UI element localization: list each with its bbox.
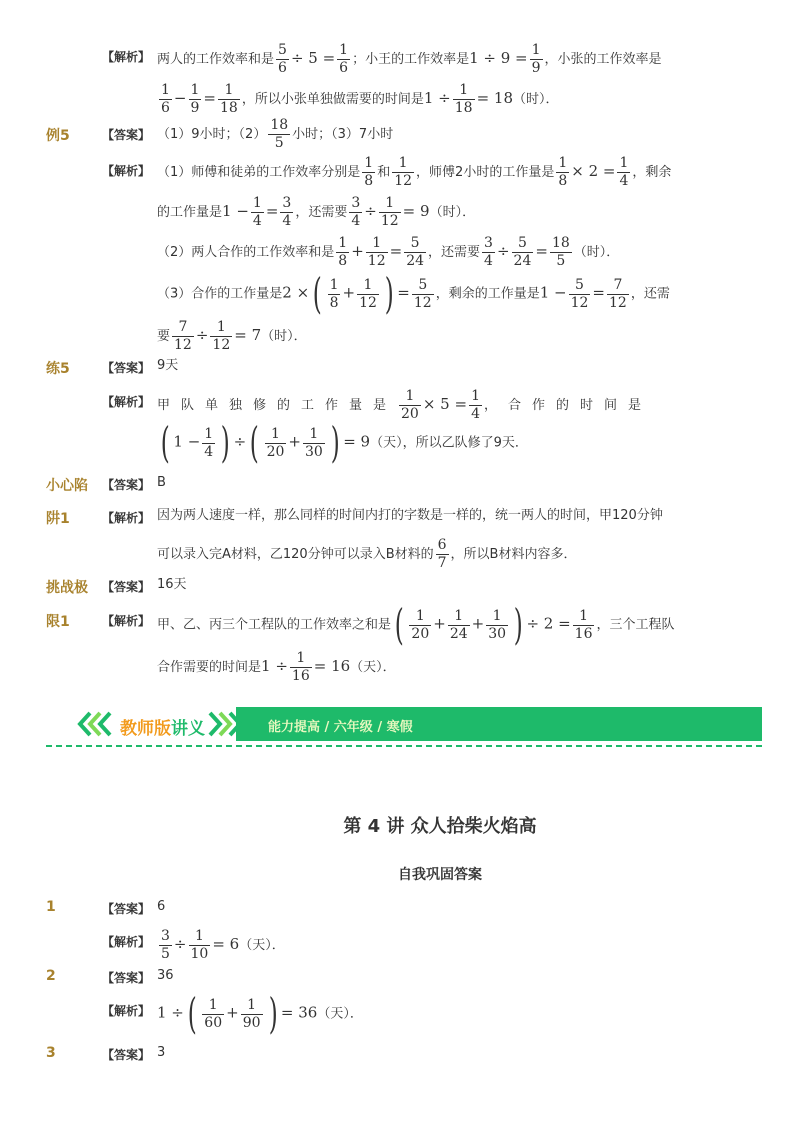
answer-label: 【答案】	[102, 1048, 151, 1062]
analysis-line: 要 $\frac{7}{12}$ ÷ $\frac{1}{12}$ = 7（时）．	[157, 319, 307, 353]
dashed-divider	[46, 745, 762, 747]
analysis-line-1: 两人的工作效率和是 $\frac{5}{6}$ ÷ 5 = $\frac{1}{6}$ ；小王的工作效率是1 ÷ 9 = $\frac{1}{9}$ ，小张的工作效率是	[157, 42, 662, 76]
answer-text: 3	[157, 1045, 166, 1060]
analysis-label: 【解析】	[102, 614, 151, 628]
answer-label: 【答案】	[102, 580, 151, 594]
analysis-label: 【解析】	[102, 935, 151, 949]
question-number: 阱1	[46, 511, 70, 527]
analysis-line: 的工作量是1 − $\frac{1}{4}$ = $\frac{3}{4}$ ，还需要 $\frac{3}{4}$ ÷ $\frac{1}{12}$ = 9（时）．	[157, 195, 476, 229]
analysis-line: 1 ÷( $\frac{1}{60}$ + $\frac{1}{90}$ ) = 36（天）．	[157, 989, 363, 1038]
section-banner	[46, 707, 762, 741]
answer-label: 【答案】	[102, 902, 151, 916]
chevrons-left-icon	[76, 711, 116, 737]
analysis-label: 【解析】	[102, 50, 151, 64]
question-number: 1	[46, 899, 56, 915]
analysis-label: 【解析】	[102, 164, 151, 178]
answer-text: 9天	[157, 358, 179, 373]
answer-label: 【答案】	[102, 361, 151, 375]
analysis-line: 可以录入完A材料，乙120分钟可以录入B材料的 $\frac{6}{7}$ ，所以B材料内容多．	[157, 537, 577, 571]
question-number: 小心陷	[46, 478, 88, 494]
answer-text: 6	[157, 899, 166, 914]
chevrons-right-icon	[206, 711, 242, 737]
analysis-line: （3）合作的工作量是2 ×( $\frac{1}{8}$ + $\frac{1}{12}$ ) = $\frac{5}{12}$ ，剩余的工作量是1 − $\frac{5}{12}$ = $\frac{7}{12}$ ，还需	[157, 269, 670, 318]
analysis-line: ( 1 − $\frac{1}{4}$ ) ÷( $\frac{1}{20}$ + $\frac{1}{30}$ ) = 9（天），所以乙队修了9天．	[160, 418, 528, 467]
analysis-line: $\frac{3}{5}$ ÷ $\frac{1}{10}$ = 6（天）．	[161, 928, 285, 962]
brand-text-a: 教师版	[120, 719, 171, 739]
question-number: 限1	[46, 614, 70, 630]
section-title: 自我巩固答案	[398, 867, 482, 883]
analysis-line: （2）两人合作的工作效率和是 $\frac{1}{8}$ + $\frac{1}{12}$ = $\frac{5}{24}$ ，还需要 $\frac{3}{4}$ ÷ $\frac{5}{24}$ = $\frac{18}{5}$ （时）．	[157, 235, 620, 269]
question-number: 练5	[46, 361, 70, 377]
analysis-label: 【解析】	[102, 1004, 151, 1018]
answer-text: 16天	[157, 577, 187, 592]
lecture-title: 第 4 讲 众人拾柴火焰高	[343, 816, 537, 837]
question-number: 挑战极	[46, 580, 88, 596]
analysis-label: 【解析】	[102, 395, 151, 409]
answer-text: 36	[157, 968, 174, 983]
brand-text-b: 讲义	[171, 719, 205, 739]
analysis-line-2: $\frac{1}{6}$ − $\frac{1}{9}$ = $\frac{1}{18}$ ，所以小张单独做需要的时间是1 ÷ $\frac{1}{18}$ = 18（时）．	[161, 82, 559, 116]
analysis-line: 合作需要的时间是1 ÷ $\frac{1}{16}$ = 16（天）．	[157, 650, 396, 684]
question-number: 例5	[46, 128, 70, 144]
answer-text: （1）9小时；（2） $\frac{18}{5}$ 小时；（3）7小时	[157, 117, 394, 151]
question-number: 3	[46, 1045, 56, 1061]
breadcrumb: 能力提高 / 六年级 / 寒假	[268, 720, 413, 735]
analysis-line: 甲队单独修的工作量是 $\frac{1}{20}$ × 5 = $\frac{1}{4}$ ，合作的时间是	[157, 388, 652, 422]
analysis-line: 因为两人速度一样，那么同样的时间内打的字数是一样的，统一两人的时间，甲120分钟	[157, 508, 663, 523]
question-number: 2	[46, 968, 56, 984]
answer-label: 【答案】	[102, 478, 151, 492]
answer-text: B	[157, 475, 166, 490]
answer-label: 【答案】	[102, 971, 151, 985]
answer-label: 【答案】	[102, 128, 151, 142]
analysis-label: 【解析】	[102, 511, 151, 525]
analysis-line: 甲、乙、丙三个工程队的工作效率之和是( $\frac{1}{20}$ + $\frac{1}{24}$ + $\frac{1}{30}$ ) ÷ 2 = $\frac{1}{16}$ ，三个工程队	[157, 600, 675, 649]
analysis-line: （1）师傅和徒弟的工作效率分别是 $\frac{1}{8}$ 和 $\frac{1}{12}$ ，师傅2小时的工作量是 $\frac{1}{8}$ × 2 = $\frac{1}{4}$ ，剩余	[157, 155, 672, 189]
banner-brand-area	[46, 707, 236, 741]
